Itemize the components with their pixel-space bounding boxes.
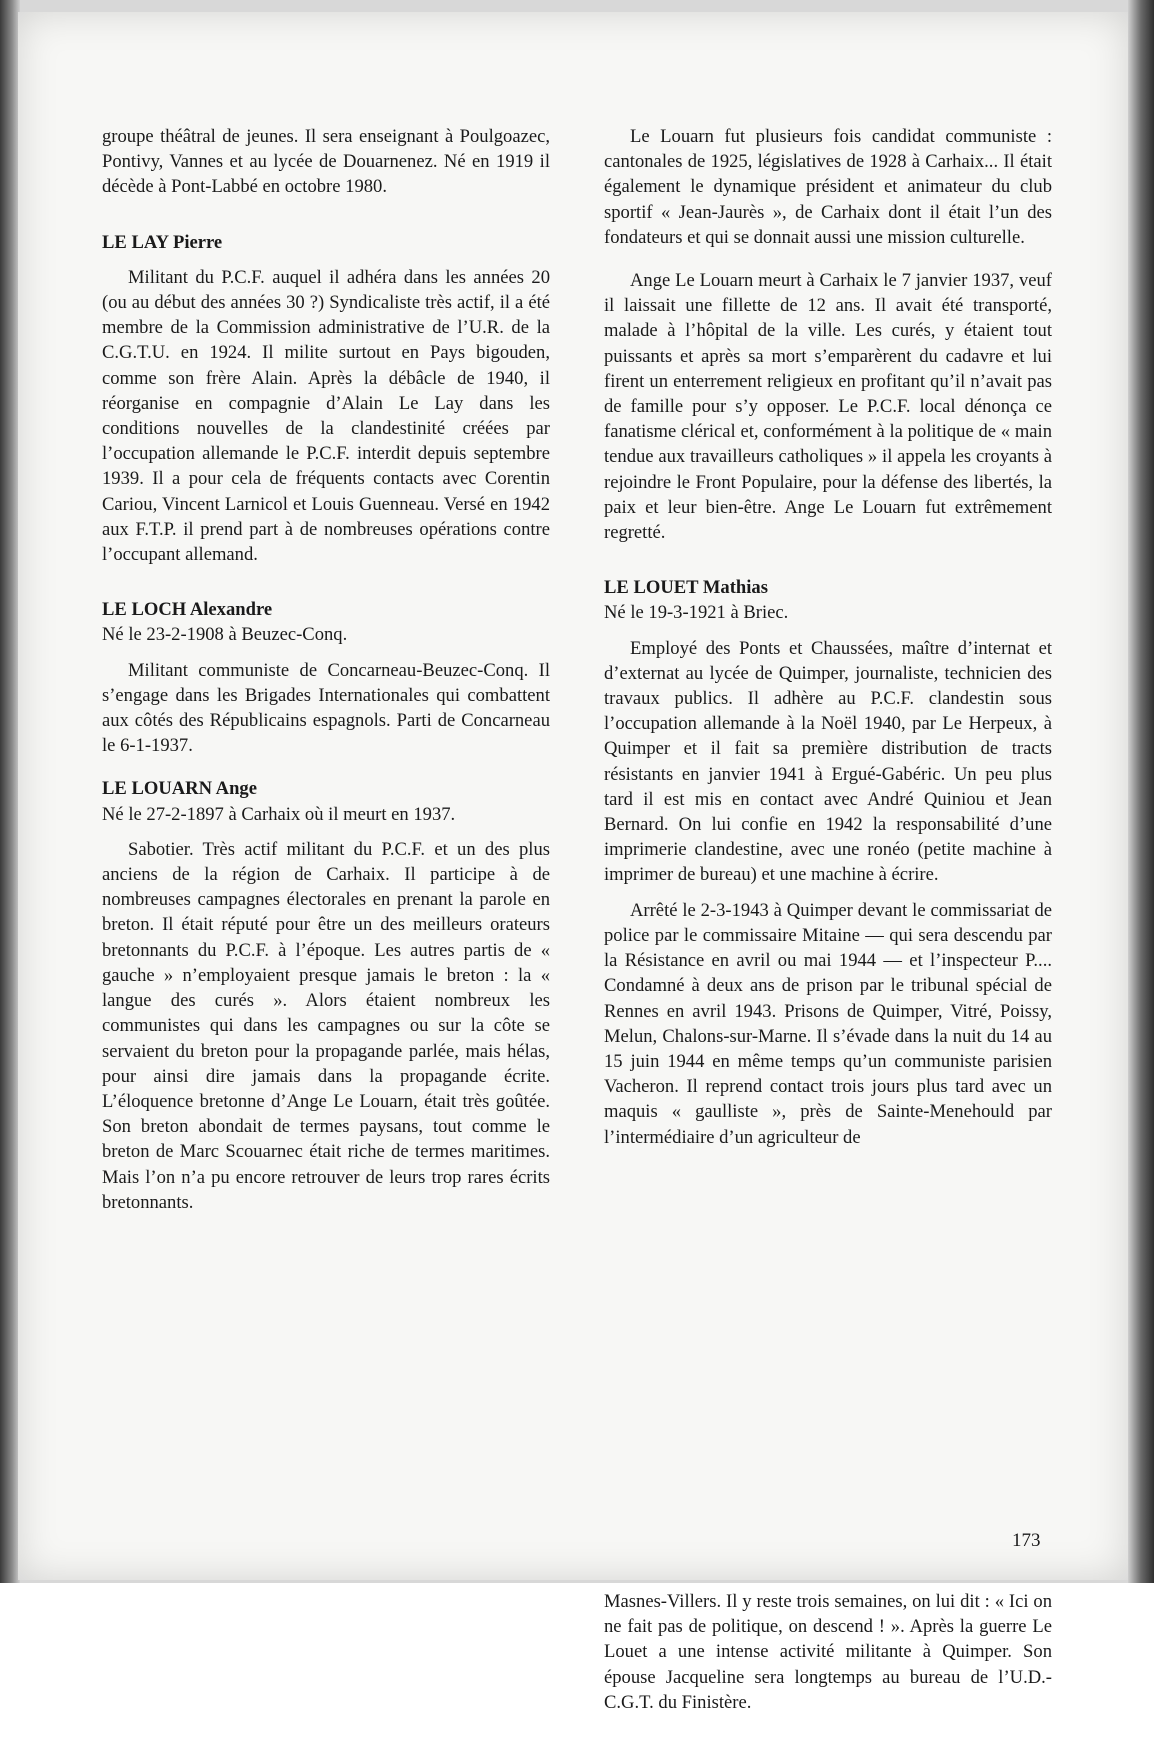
entry-le-louet bbox=[604, 575, 1052, 1149]
entry-le-louarn bbox=[102, 776, 550, 1214]
entry-heading: LE LOUET Mathias bbox=[604, 577, 768, 599]
entry-body: Militant du P.C.F. auquel il adhéra dans les années 20 (ou au début des années 30 ?) Syndicaliste très actif, il a été membre de la Commission administrative de l’U.R. de la C.G.T.U. en 1924. Il milite surtout en Pays bigouden, comme son frère Alain. Après la débâcle de 1940, il réorganise en compagnie d’Alain Le Lay dans les conditions nouvelles de la clandestinité créées par l’occupation allemande le P.C.F. interdit depuis septembre 1939. Il a pour cela de fréquents contacts avec Corentin Cariou, Vincent Larnicol et Louis Guenneau. Versé en 1942 aux F.T.P. il prend part à de nombreuses opérations contre l’occupant allemand. bbox=[102, 266, 550, 566]
louarn-continued-paragraph-1: Le Louarn fut plusieurs fois candidat communiste : cantonales de 1925, législatives de 1928 à Carhaix... Il était également le dynamique président et animateur du club sportif « Jean-Jaurès », de Carhaix dont il était l’un des fondateurs et qui se donnait aussi une mission culturelle. bbox=[604, 126, 1052, 248]
right-column bbox=[604, 124, 1052, 1150]
entry-le-loch bbox=[102, 597, 550, 758]
left-column bbox=[102, 124, 550, 1215]
book-edge-shadow-right bbox=[1128, 0, 1154, 1583]
entry-body: Arrêté le 2-3-1943 à Quimper devant le commissariat de police par le commissaire Mitaine — qui sera descendu par la Résistance en avril ou mai 1944 — et l’inspecteur P.... Condamné à deux ans de prison par le tribunal spécial de Rennes en avril 1943. Prisons de Quimper, Vitré, Poissy, Melun, Chalons-sur-Marne. Il s’évade dans la nuit du 14 au 15 juin 1944 en même temps qu’un communiste parisien Vacheron. Il reprend contact trois jours plus tard avec un maquis « gaulliste », près de Sainte-Menehould par l’intermédiaire d’un agriculteur de bbox=[604, 899, 1052, 1148]
entry-le-lay bbox=[102, 230, 550, 568]
entry-heading-name: LE LOUARN bbox=[102, 778, 213, 800]
entry-heading bbox=[102, 776, 550, 801]
entry-body: Militant communiste de Concarneau-Beuzec-Conq. Il s’engage dans les Brigades Internationales qui combattent aux côtés des Républicains espagnols. Parti de Concarneau le 6-1-1937. bbox=[102, 659, 550, 757]
continuation-text: Masnes-Villers. Il y reste trois semaines, on lui dit : « Ici on ne fait pas de politique, on descend ! ». Après la guerre Le Louet a une intense activité militante à Quimper. Son épouse Jacqueline sera longtemps au bureau de l’U.D.-C.G.T. du Finistère. bbox=[604, 1591, 1052, 1713]
entry-heading: LE LOCH Alexandre bbox=[102, 599, 273, 621]
entry-birth: Né le 23-2-1908 à Beuzec-Conq. bbox=[102, 624, 348, 646]
entry-body: Employé des Ponts et Chaussées, maître d’internat et d’externat au lycée de Quimper, journaliste, technicien des travaux publics. Il adhère au P.C.F. clandestin sous l’occupation allemande à la Noël 1940, par Le Herpeux, à Quimper et il fait sa première distribution de tracts résistants en janvier 1941 à Ergué-Gabéric. Un peu plus tard il est mis en contact avec André Quiniou et Jean Bernard. On lui confie en 1942 la responsabilité d’une imprimerie clandestine, avec une ronéo (petite machine à imprimer de bureau) et une machine à écrire. bbox=[604, 637, 1052, 886]
book-spine-shadow-left bbox=[0, 0, 20, 1583]
continuation-snippet bbox=[604, 1589, 1052, 1715]
entry-heading: LE LAY Pierre bbox=[102, 231, 223, 253]
louarn-continued-paragraph-2: Ange Le Louarn meurt à Carhaix le 7 janvier 1937, veuf il laissait une fillette de 12 ans. Il avait été transporté, malade à l’hôpital de la ville. Les curés, y étaient tout puissants et après sa mort s’emparèrent du cadavre et lui firent un enterrement religieux en profitant qu’il n’avait pas de famille pour s’y opposer. Le P.C.F. local dénonça ce fanatisme clérical et, conformément à la politique de « main tendue aux travailleurs catholiques » il appela les croyants à rejoindre le Front Populaire, pour la défense des libertés, la paix et leur bien-être. Ange Le Louarn fut extrêmement regretté. bbox=[604, 270, 1052, 544]
entry-body: Sabotier. Très actif militant du P.C.F. et un des plus anciens de la région de Carhaix. Il participe à de nombreuses campagnes électorales en prenant la parole en breton. Il était réputé pour être un des meilleurs orateurs bretonnants du P.C.F. à l’époque. Les autres partis de « gauche » n’employaient presque jamais le breton : la « langue des curés ». Alors étaient nombreux les communistes qui dans les campagnes ou sur la côte se servaient du breton pour la propagande parlée, mais hélas, pour ainsi dire jamais dans la propagande écrite. L’éloquence bretonne d’Ange Le Louarn, était très goûtée. Son breton abondait de termes paysans, tout comme le breton de Marc Scouarnec était riche de termes maritimes. Mais l’on n’a pu encore retrouver de leurs trop rares écrits bretonnants. bbox=[102, 838, 550, 1213]
entry-heading-first: Ange bbox=[215, 778, 257, 800]
page-number: 173 bbox=[1012, 1530, 1041, 1551]
intro-paragraph: groupe théâtral de jeunes. Il sera enseignant à Poulgoazec, Pontivy, Vannes et au lycée de Douarnenez. Né en 1919 il décède à Pont-Labbé en octobre 1980. bbox=[102, 126, 550, 198]
entry-birth: Né le 19-3-1921 à Briec. bbox=[604, 602, 789, 624]
entry-birth: Né le 27-2-1897 à Carhaix où il meurt en 1937. bbox=[102, 803, 456, 825]
